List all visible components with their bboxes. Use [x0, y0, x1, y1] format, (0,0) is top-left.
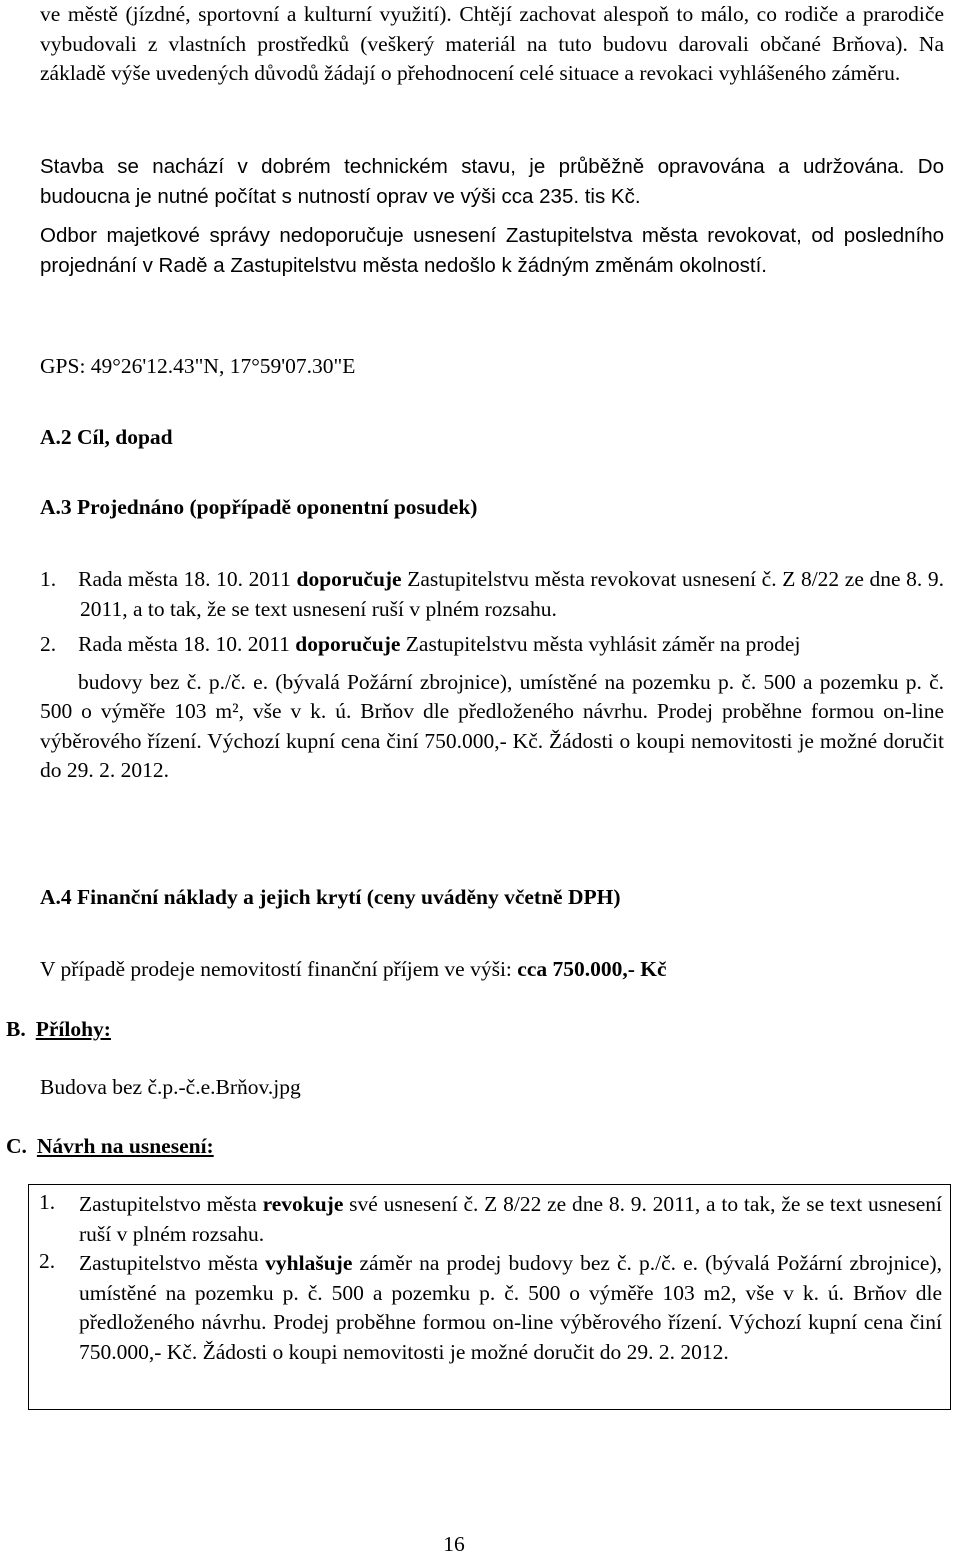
resolution-item-1-bold: revokuje — [262, 1192, 344, 1216]
resolution-item-2 — [39, 1249, 942, 1367]
a3-item-2-text-bold: doporučuje — [295, 632, 401, 656]
a4-heading-text: 4 Finanční náklady a jejich krytí (ceny uváděny včetně DPH) — [60, 885, 621, 909]
a3-item-2-number: 2. — [40, 632, 57, 656]
a3-item-1 — [40, 565, 944, 624]
a3-item-1-text-post: Zastupitelstvu města revokovat usnesení č. Z 8/22 ze dne 8. 9. 2011, a to tak, že se text usnesení ruší v plném rozsahu. — [80, 567, 944, 621]
document-page — [40, 0, 944, 981]
a4-income-text — [40, 955, 667, 985]
state-paragraph-2: Odbor majetkové správy nedoporučuje usnesení Zastupitelstva města revokovat, od posledního projednání v Radě a Zastupitelstvu města nedošlo k žádným změnám okolností. — [40, 224, 944, 277]
resolution-item-2-post: záměr na prodej budovy bez č. p./č. e. (bývalá Požární zbrojnice), umístěné na pozemku p. č. 500 a pozemku p. č. 500 o výměře 103 m2, vše v k. ú. Brňov dle předloženého návrhu. Prodej proběhne formou on-line výběrového řízení. Výchozí kupní cena činí 750.000,- Kč. Žádosti o koupi nemovitosti je možné doručit do 29. 2. 2012. — [79, 1251, 942, 1364]
section-a2-heading: A.2 Cíl, dopad — [40, 425, 173, 449]
a3-item-2-text-post: Zastupitelstvu města vyhlásit záměr na prodej — [400, 632, 801, 656]
a4-income-amount: cca 750.000,- Kč — [517, 957, 667, 981]
a3-item-2-continuation: budovy bez č. p./č. e. (bývalá Požární zbrojnice), umístěné na pozemku p. č. 500 a pozemku p. č. 500 o výměře 103 m², vše v k. ú. Brňov dle předloženého návrhu. Prodej proběhne formou on-line výběrového řízení. Výchozí kupní cena činí 750.000,- Kč. Žádosti o koupi nemovitosti je možné doručit do 29. 2. 2012. — [40, 669, 944, 782]
a3-item-1-text-bold: doporučuje — [296, 567, 402, 591]
attachment-file: Budova bez č.p.-č.e.Brňov.jpg — [40, 1075, 301, 1099]
intro-paragraph: ve městě (jízdné, sportovní a kulturní využití). Chtějí zachovat alespoň to málo, co rodiče a prarodiče vybudovali z vlastních prostředků (veškerý materiál na tuto budovu darovali občané Brňova). Na základě výše uvedených důvodů žádají o přehodnocení celé situace a revokaci vyhlášeného záměru. — [40, 2, 944, 85]
resolution-item-2-pre: Zastupitelstvo města — [79, 1251, 266, 1275]
resolution-item-1-post: své usnesení č. Z 8/22 ze dne 8. 9. 2011, a to tak, že se text usnesení ruší v plném rozsahu. — [79, 1192, 942, 1246]
a3-item-1-number: 1. — [40, 567, 57, 591]
resolution-item-1-number: 1. — [39, 1190, 56, 1214]
a3-item-1-text-pre: Rada města 18. 10. 2011 — [78, 567, 297, 591]
section-a4-heading — [40, 883, 621, 913]
state-paragraph-1: Stavba se nachází v dobrém technickém stavu, je průběžně opravována a udržována. Do budoucna je nutné počítat s nutností oprav ve výši cca 235. tis Kč. — [40, 155, 944, 208]
section-c-title: Návrh na usnesení: — [36, 1134, 214, 1158]
resolution-item-2-number: 2. — [39, 1249, 56, 1273]
page-number: 16 — [443, 1532, 465, 1556]
resolution-item-2-bold: vyhlašuje — [265, 1251, 353, 1275]
section-c-heading — [6, 1132, 214, 1162]
section-b-title: Přílohy: — [35, 1017, 111, 1041]
resolution-box — [28, 1184, 951, 1410]
resolution-item-1 — [39, 1190, 942, 1249]
section-a3-heading: A.3 Projednáno (popřípadě oponentní posudek) — [40, 495, 478, 519]
a4-heading-prefix: A. — [40, 885, 61, 909]
a3-item-2-text-pre: Rada města 18. 10. 2011 — [78, 632, 296, 656]
section-c-label: C. — [6, 1134, 27, 1158]
a3-item-2 — [40, 630, 944, 786]
a4-income-label: V případě prodeje nemovitostí finanční příjem ve výši: — [40, 957, 518, 981]
section-b-label: B. — [6, 1017, 26, 1041]
resolution-item-1-pre: Zastupitelstvo města — [79, 1192, 263, 1216]
gps-coordinates: GPS: 49°26'12.43"N, 17°59'07.30"E — [40, 354, 356, 378]
section-b-heading — [6, 1015, 111, 1045]
